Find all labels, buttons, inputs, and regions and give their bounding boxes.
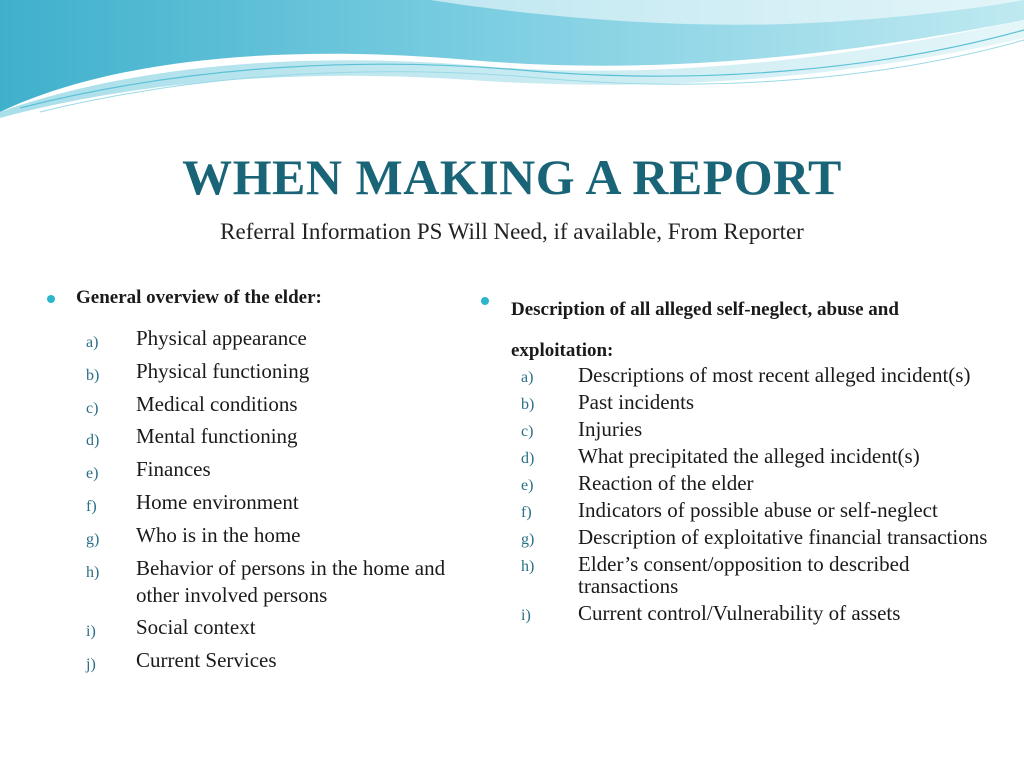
list-marker: j) [86,656,96,674]
list-item-text: Mental functioning [136,424,298,449]
list-item [86,358,476,385]
list-item [521,526,991,548]
list-item [86,647,476,674]
list-item-text: Finances [136,457,211,482]
bullet-dot-icon [481,297,489,305]
left-column-heading: General overview of the elder: [76,287,322,308]
list-item-text: Medical conditions [136,391,298,416]
list-item [521,553,991,597]
list-item-text: Elder’s consent/opposition to described transactions [578,552,910,598]
list-item-text: What precipitated the alleged incident(s) [578,444,920,468]
list-item [86,391,476,418]
left-item-list [86,325,476,680]
list-item-text: Injuries [578,417,643,441]
bullet-dot-icon [47,295,55,303]
list-item-text: Description of exploitative financial transactions [578,525,988,549]
list-item-text: Current control/Vulnerability of assets [578,601,901,625]
page-subtitle: Referral Information PS Will Need, if available, From Reporter [220,219,804,244]
list-item [521,418,991,440]
list-item-text: Behavior of persons in the home and other involved persons [136,555,446,607]
list-marker: h) [86,563,100,581]
list-marker: g) [521,531,535,548]
list-item-text: Descriptions of most recent alleged incident(s) [578,363,971,387]
page-title: WHEN MAKING A REPORT [182,149,842,205]
list-marker: d) [521,450,535,467]
list-marker: a) [86,334,99,351]
list-item [521,499,991,521]
list-marker: b) [86,366,100,384]
list-marker: f) [521,504,532,521]
list-marker: e) [86,465,99,483]
list-marker: c) [86,399,99,417]
list-marker: b) [521,396,535,413]
list-item [521,445,991,467]
right-item-list [521,364,991,629]
list-marker: e) [521,477,534,494]
list-marker: a) [521,369,534,386]
list-marker: d) [86,432,100,450]
list-marker: h) [521,558,535,575]
list-item [521,602,991,624]
list-item-text: Physical appearance [136,326,307,350]
list-item-text: Past incidents [578,390,695,414]
list-marker: g) [86,530,100,548]
list-item [521,472,991,494]
list-item-text: Current Services [136,648,277,673]
list-marker: i) [521,607,531,624]
list-item-text: Indicators of possible abuse or self-neglect [578,498,938,522]
list-item-text: Who is in the home [136,522,301,547]
right-column-heading: Description of all alleged self-neglect, abuse and exploitation: [511,299,899,361]
list-item [86,555,476,609]
list-item [86,522,476,549]
list-item-text: Reaction of the elder [578,471,754,495]
list-marker: f) [86,497,97,515]
list-item [86,423,476,450]
list-item [86,614,476,641]
list-item-text: Social context [136,615,256,640]
list-item [521,364,991,386]
list-marker: c) [521,423,534,440]
list-item [86,325,476,352]
list-item [521,391,991,413]
list-item-text: Home environment [136,489,299,514]
list-item-text: Physical functioning [136,358,310,383]
list-item [86,489,476,516]
list-item [86,456,476,483]
list-marker: i) [86,623,96,641]
header-wave-banner [0,0,1024,130]
